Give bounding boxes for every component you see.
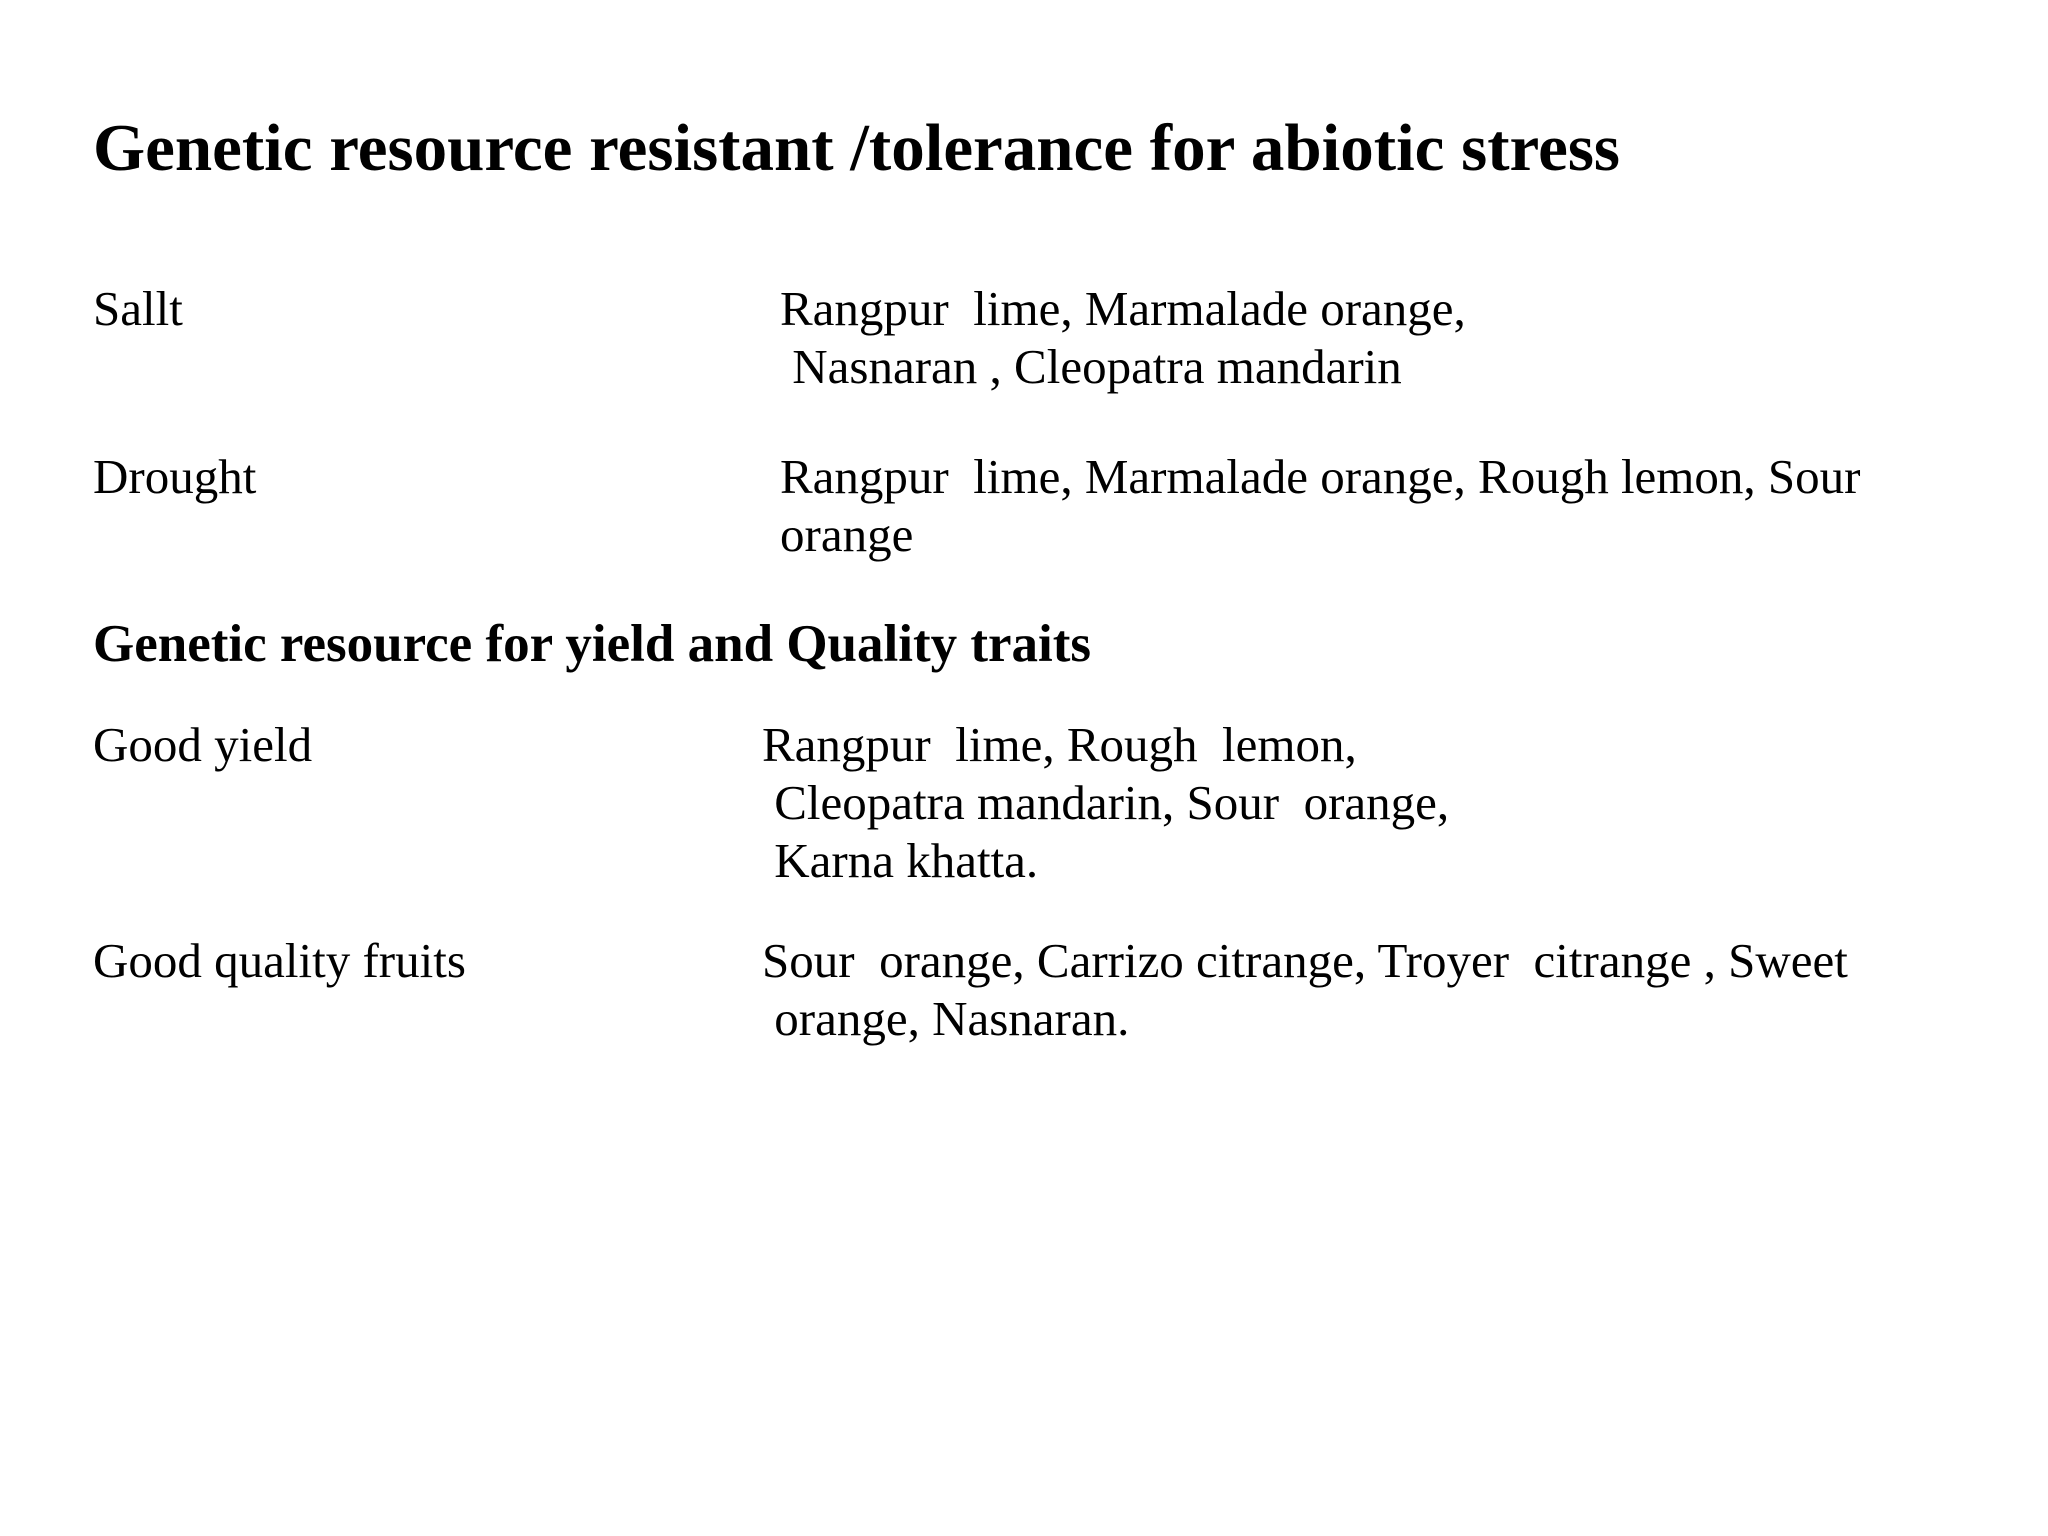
abiotic-stress-heading: Genetic resource resistant /tolerance for abiotic stress (93, 111, 1620, 185)
yield-quality-heading: Genetic resource for yield and Quality traits (93, 615, 1092, 673)
good-yield-label: Good yield (93, 717, 313, 772)
good-yield-value-line: Cleopatra mandarin, Sour orange, (762, 775, 1450, 830)
salt-label: Sallt (93, 281, 183, 336)
good-yield-value-line: Rangpur lime, Rough lemon, (762, 717, 1357, 772)
salt-value-line: Nasnaran , Cleopatra mandarin (780, 339, 1402, 394)
salt-value-line: Rangpur lime, Marmalade orange, (780, 281, 1466, 336)
drought-value-line: orange (780, 507, 914, 562)
good-yield-value-line: Karna khatta. (762, 833, 1039, 888)
good-quality-label: Good quality fruits (93, 933, 466, 988)
good-quality-value-line: orange, Nasnaran. (762, 991, 1130, 1046)
drought-label: Drought (93, 449, 257, 504)
drought-value-line: Rangpur lime, Marmalade orange, Rough lemon, Sour (780, 449, 1861, 504)
good-quality-value-line: Sour orange, Carrizo citrange, Troyer citrange , Sweet (762, 933, 1848, 988)
